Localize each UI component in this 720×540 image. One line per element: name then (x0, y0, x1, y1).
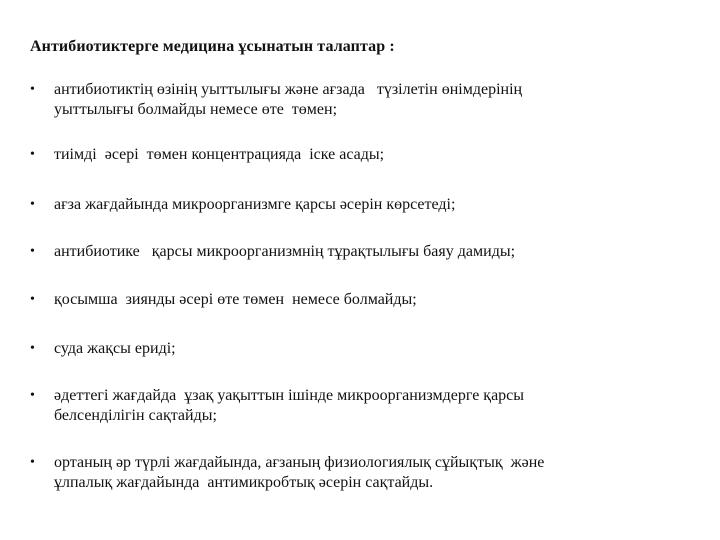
list-item (30, 339, 690, 359)
list-item-line: қосымша зиянды әсері өте төмен немесе болмайды; (54, 291, 417, 308)
list-item-line: антибиотиктің өзінің уыттылығы және ағзада түзілетін өнімдерінің (54, 81, 523, 98)
bullet-icon: • (30, 244, 35, 259)
bullet-icon: • (30, 82, 35, 97)
list-item (30, 195, 690, 215)
bullet-icon: • (30, 292, 35, 307)
bullet-icon: • (30, 455, 35, 470)
bullet-icon: • (30, 388, 35, 403)
list-item-line: белсенділігін сақтайды; (54, 407, 217, 424)
list-item (30, 290, 690, 310)
list-item-line: ортаның әр түрлі жағдайында, ағзаның физиологиялық сұйықтық және (54, 454, 545, 471)
list-item-text (54, 195, 690, 215)
list-item-line: суда жақсы ериді; (54, 340, 176, 357)
list-item (30, 80, 690, 120)
list-item-text (54, 453, 690, 493)
list-item (30, 453, 690, 493)
list-item-line: тиімді әсері төмен концентрацияда іске асады; (54, 146, 385, 163)
list-item-text (54, 242, 690, 262)
list-item-line: антибиотике қарсы микроорганизмнің тұрақтылығы баяу дамиды; (54, 243, 516, 260)
list-item-text (54, 290, 690, 310)
list-item-text (54, 386, 690, 426)
list-item (30, 145, 690, 165)
bullet-icon: • (30, 197, 35, 212)
list-item-text (54, 339, 690, 359)
slide-title: Антибиотиктерге медицина ұсынатын талаптар : (30, 38, 395, 55)
list-item (30, 386, 690, 426)
list-item-line: уыттылығы болмайды немесе өте төмен; (54, 101, 338, 118)
list-item-line: ұлпалық жағдайында антимикробтық әсерін сақтайды. (54, 474, 434, 491)
list-item-text (54, 80, 690, 120)
bullet-icon: • (30, 147, 35, 162)
list-item-text (54, 145, 690, 165)
list-item-line: ағза жағдайында микроорганизмге қарсы әсерін көрсетеді; (54, 196, 456, 213)
list-item (30, 242, 690, 262)
bullet-icon: • (30, 341, 35, 356)
list-item-line: әдеттегі жағдайда ұзақ уақыттын ішінде микроорганизмдерге қарсы (54, 387, 525, 404)
